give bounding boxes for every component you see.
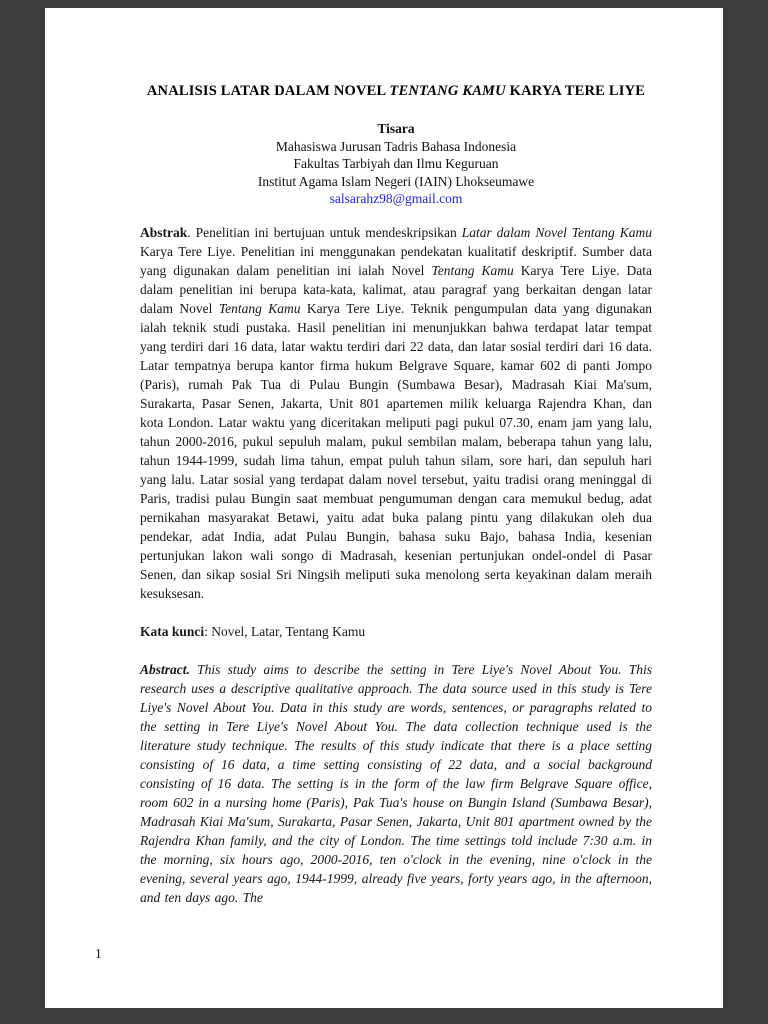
byline-block [140, 120, 652, 208]
email-row [140, 190, 652, 208]
keywords-line: Kata kunci: Novel, Latar, Tentang Kamu [140, 623, 366, 639]
abstract-indonesian: Abstrak. Penelitian ini bertujuan untuk mendeskripsikan Latar dalam Novel Tentang Kamu Karya Tere Liye. Penelitian ini menggunakan pendekatan kualitatif deskriptif. Sumber data yang digunakan dalam penelitian ini ialah Novel Tentang Kamu Karya Tere Liye. Data dalam penelitian ini berupa kata-kata, kalimat, atau paragraf yang berkaitan dengan latar dalam Novel Tentang Kamu Karya Tere Liye. Teknik pengumpulan data yang digunakan ialah teknik studi pustaka. Hasil penelitian ini menunjukkan bahwa terdapat latar tempat yang terdiri dari 16 data, latar waktu terdiri dari 22 data, dan latar sosial terdiri dari 16 data. Latar tempatnya berupa kantor firma hukum Belgrave Square, kamar 602 di panti Jompo (Paris), rumah Pak Tua di Pulau Bungin (Sumbawa Besar), Madrasah Kiai Ma'sum, Surakarta, Pasar Senen, Jakarta, Unit 801 apartemen milik keluarga Rajendra Khan, dan kota London. Latar waktu yang diceritakan meliputi pagi pukul 07.30, enam jam yang lalu, tahun 2000-2016, pukul sepuluh malam, pukul sembilan malam, beberapa tahun yang lalu, tahun 1944-1999, sudah lima tahun, empat puluh tahun silam, sore hari, dan sepuluh hari yang lalu. Latar sosial yang terdapat dalam novel tersebut, yaitu tradisi orang meninggal di Paris, tradisi pulau Bungin saat membuat pengumuman dengan cara memukul bedug, adat pernikahan masyarakat Betawi, yaitu adat buka palang pintu yang dilakukan oleh dua pendekar, adat India, adat Pulau Bungin, bahasa suku Bajo, bahasa India, kesenian pertunjukan lakon wali songo di Madrasah, kesenian pertunjukan ondel-ondel di Pasar Senen, dan sikap sosial Sri Ningsih meliputi suka menolong serta keyakinan dalam meraih kesuksesan. [140, 224, 653, 601]
author-name: Tisara [377, 121, 415, 136]
affiliation-line-2: Fakultas Tarbiyah dan Ilmu Keguruan [293, 156, 499, 171]
page-number: 1 [95, 946, 102, 961]
document-page [45, 8, 723, 1008]
paper-title: ANALISIS LATAR DALAM NOVEL TENTANG KAMU KARYA TERE LIYE [146, 83, 646, 99]
affiliation-line-3: Institut Agama Islam Negeri (IAIN) Lhokseumawe [257, 173, 535, 189]
affiliation-line-1: Mahasiswa Jurusan Tadris Bahasa Indonesia [275, 138, 517, 154]
page-content [140, 82, 652, 907]
email-link[interactable]: salsarahz98@gmail.com [329, 191, 463, 206]
abstract-english: Abstract. This study aims to describe the setting in Tere Liye's Novel About You. This research uses a descriptive qualitative approach. The data source used in this study is Tere Liye's Novel About You. Data in this study are words, sentences, or paragraphs related to the setting in Tere Liye's Novel About You. The data collection technique used is the literature study technique. The results of this study indicate that there is a place setting consisting of 16 data, a time setting consisting of 22 data, and a social background consisting of 16 data. The setting is in the form of the law firm Belgrave Square office, room 602 in a nursing home (Paris), Pak Tua's house on Bungin Island (Sumbawa Besar), Madrasah Kiai Ma'sum, Surakarta, Pasar Senen, Jakarta, Unit 801 apartment owned by the Rajendra Khan family, and the city of London. The time settings told include 7:30 a.m. in the morning, six hours ago, 2000-2016, ten o'clock in the evening, nine o'clock in the evening, several years ago, 1944-1999, already five years, forty years ago, in the afternoon, and ten days ago. The [140, 661, 652, 905]
